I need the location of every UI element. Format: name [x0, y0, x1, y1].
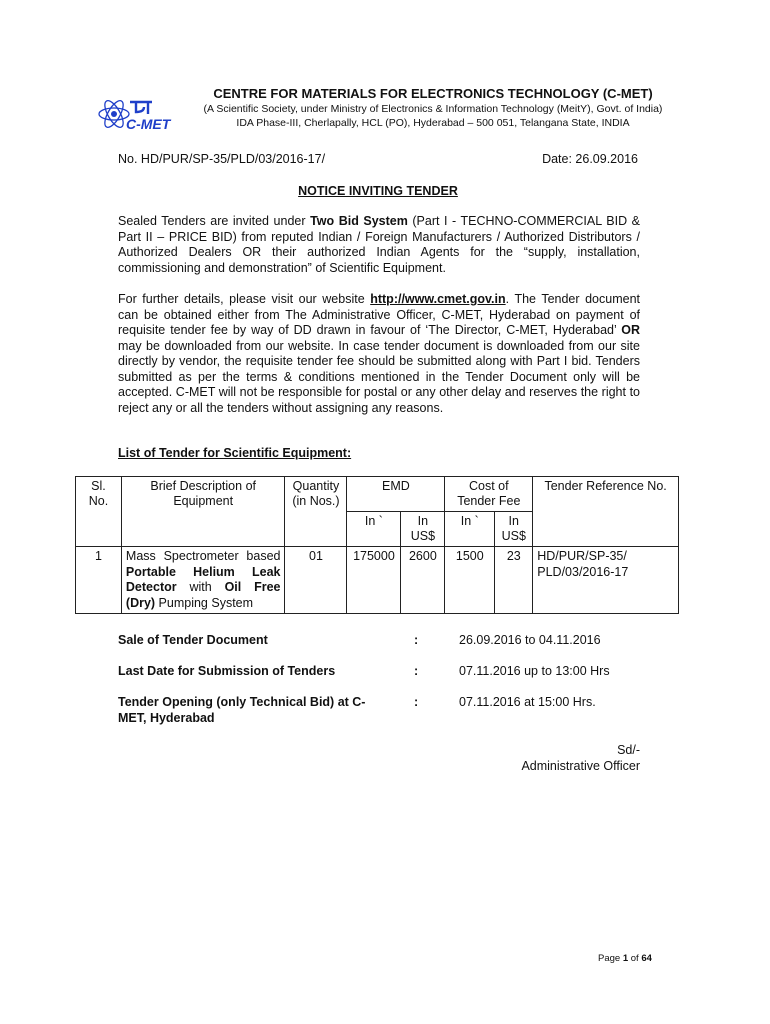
- header-cost: Cost of Tender Fee: [445, 477, 533, 512]
- last-date-label: Last Date for Submission of Tenders: [118, 664, 336, 678]
- header-fee-usd: In US$: [495, 512, 533, 547]
- cell-reference: HD/PUR/SP-35/ PLD/03/2016-17: [533, 547, 679, 614]
- reference-line: [118, 152, 638, 166]
- header-reference: Tender Reference No.: [533, 477, 679, 547]
- header-sl-no: Sl. No.: [76, 477, 122, 547]
- opening-label: Tender Opening (only Technical Bid) at C-MET, Hyderabad: [118, 695, 366, 725]
- tender-table: [75, 476, 679, 614]
- organization-address: IDA Phase-III, Cherlapally, HCL (PO), Hyderabad – 500 051, Telangana State, INDIA: [236, 117, 630, 129]
- cell-fee-usd: 23: [495, 547, 533, 614]
- cell-sl: 1: [76, 547, 122, 614]
- paragraph-details: For further details, please visit our website http://www.cmet.gov.in. The Tender document can be obtained either from The Administrative Officer, C-MET, Hyderabad on payment of requisite tender fee by way of DD drawn in favour of ‘The Director, C-MET, Hyderabad’ OR may be downloaded from our website. In case tender document is downloaded from our site directly by vendor, the requisite tender fee should be submitted along with Part I bid. Tenders submitted as per the terms & conditions mentioned in the Tender Document only will be accepted. C-MET will not be responsible for postal or any other delay and reserves the right to reject any or all the tenders without assigning any reasons.: [118, 292, 640, 415]
- opening-value: 07.11.2016 at 15:00 Hrs.: [459, 695, 596, 709]
- cmet-logo: [96, 96, 180, 132]
- header-description: Brief Description of Equipment: [121, 477, 285, 547]
- header-fee-inr: In `: [445, 512, 495, 547]
- cell-description: Mass Spectrometer based Portable Helium Leak Detector with Oil Free (Dry) Pumping System: [121, 547, 285, 614]
- header-emd-usd: In US$: [401, 512, 445, 547]
- notice-date: Date: 26.09.2016: [542, 152, 638, 166]
- cell-emd-usd: 2600: [401, 547, 445, 614]
- cell-quantity: 01: [285, 547, 347, 614]
- sale-value: 26.09.2016 to 04.11.2016: [459, 633, 601, 647]
- last-date-value: 07.11.2016 up to 13:00 Hrs: [459, 664, 610, 678]
- paragraph-invitation: Sealed Tenders are invited under Two Bid System (Part I - TECHNO-COMMERCIAL BID & Part II – PRICE BID) from reputed Indian / Foreign Manufacturers / Authorized Distributors / Authorized Dealers OR their authorized Indian Agents for the “supply, installation, commissioning and demonstration” of Scientific Equipment.: [118, 214, 640, 275]
- colon: :: [414, 633, 419, 647]
- website-link[interactable]: http://www.cmet.gov.in: [370, 292, 506, 306]
- signature-sd: Sd/-: [617, 743, 640, 757]
- header-quantity: Quantity (in Nos.): [285, 477, 347, 547]
- cell-fee-inr: 1500: [445, 547, 495, 614]
- page-number: 1: [622, 953, 629, 964]
- header-emd-inr: In `: [347, 512, 401, 547]
- table-header-row: [76, 477, 679, 512]
- list-title: List of Tender for Scientific Equipment:: [118, 446, 352, 460]
- signature-block: [521, 742, 640, 774]
- organization-title: CENTRE FOR MATERIALS FOR ELECTRONICS TECHNOLOGY (C-MET): [213, 86, 653, 101]
- notice-title: NOTICE INVITING TENDER: [298, 184, 458, 198]
- table-row: [76, 547, 679, 614]
- signature-title: Administrative Officer: [521, 759, 640, 773]
- letterhead: [96, 86, 676, 136]
- page-footer: Page 1 of 64: [598, 953, 652, 964]
- header-emd: EMD: [347, 477, 445, 512]
- reference-number: No. HD/PUR/SP-35/PLD/03/2016-17/: [118, 152, 326, 166]
- colon: :: [414, 695, 419, 709]
- organization-subtitle: (A Scientific Society, under Ministry of Electronics & Information Technology (MeitY), Govt. of India): [203, 103, 663, 115]
- cell-emd-inr: 175000: [347, 547, 401, 614]
- colon: :: [414, 664, 419, 678]
- svg-text:C-MET: C-MET: [126, 116, 171, 132]
- page-total: 64: [641, 953, 652, 964]
- sale-label: Sale of Tender Document: [118, 633, 268, 647]
